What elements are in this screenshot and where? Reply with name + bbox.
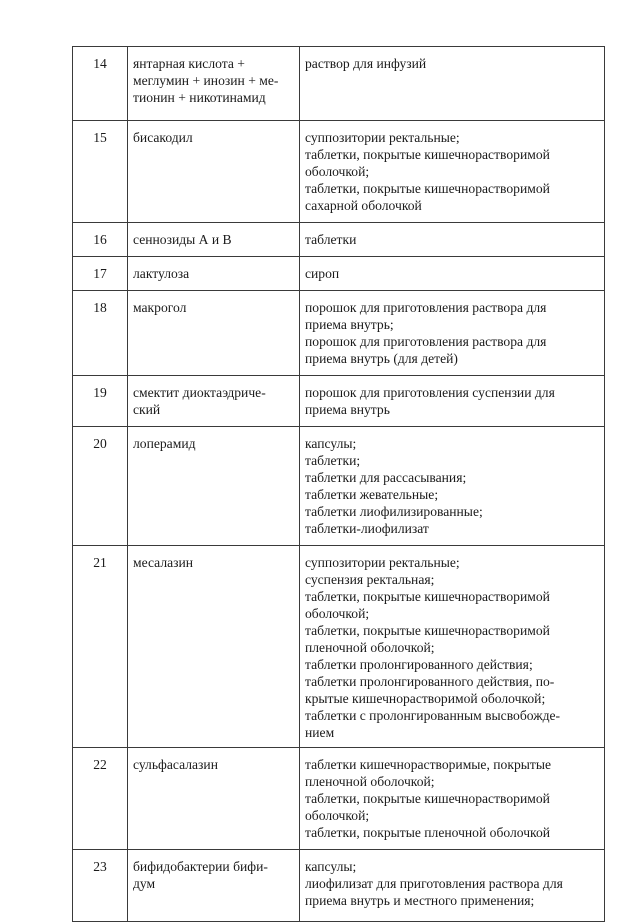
row-number: 20 bbox=[73, 427, 128, 546]
drug-name-cell bbox=[128, 223, 300, 257]
dosage-form-line: таблетки, покрытые кишечнорастворимой bbox=[305, 147, 550, 162]
dosage-form-line: приема внутрь (для детей) bbox=[305, 351, 458, 366]
dosage-form-line: сахарной оболочкой bbox=[305, 198, 422, 213]
dosage-form-line: лиофилизат для приготовления раствора для bbox=[305, 876, 563, 891]
drug-name-line: тионин + никотинамид bbox=[133, 90, 266, 105]
row-number: 23 bbox=[73, 850, 128, 922]
drug-name-line: бисакодил bbox=[133, 130, 193, 145]
drug-name-cell bbox=[128, 546, 300, 748]
drug-name-line: янтарная кислота + bbox=[133, 56, 245, 71]
dosage-form-line: суппозитории ректальные; bbox=[305, 555, 460, 570]
dosage-form-cell bbox=[300, 748, 605, 850]
dosage-form-line: нием bbox=[305, 725, 335, 740]
table-row bbox=[73, 47, 605, 121]
dosage-form-cell bbox=[300, 427, 605, 546]
drug-name-line: сеннозиды А и В bbox=[133, 232, 232, 247]
drug-name-line: макрогол bbox=[133, 300, 187, 315]
dosage-form-cell bbox=[300, 546, 605, 748]
dosage-form-line: таблетки кишечнорастворимые, покрытые bbox=[305, 757, 551, 772]
table-row bbox=[73, 257, 605, 291]
drug-name-line: месалазин bbox=[133, 555, 194, 570]
drug-name-cell bbox=[128, 850, 300, 922]
row-number: 14 bbox=[73, 47, 128, 121]
dosage-form-line: таблетки, покрытые пленочной оболочкой bbox=[305, 825, 551, 840]
table-row bbox=[73, 291, 605, 376]
row-number: 22 bbox=[73, 748, 128, 850]
dosage-form-line: таблетки, покрытые кишечнорастворимой bbox=[305, 181, 550, 196]
drug-name-cell bbox=[128, 47, 300, 121]
row-number: 17 bbox=[73, 257, 128, 291]
dosage-form-line: оболочкой; bbox=[305, 808, 370, 823]
drug-name-line: ский bbox=[133, 402, 161, 417]
table-row bbox=[73, 546, 605, 748]
dosage-form-cell bbox=[300, 257, 605, 291]
dosage-form-line: пленочной оболочкой; bbox=[305, 774, 435, 789]
drug-name-cell bbox=[128, 376, 300, 427]
dosage-form-line: капсулы; bbox=[305, 859, 357, 874]
dosage-form-line: раствор для инфузий bbox=[305, 56, 427, 71]
drug-name-cell bbox=[128, 291, 300, 376]
dosage-form-line: суспензия ректальная; bbox=[305, 572, 435, 587]
dosage-form-line: таблетки, покрытые кишечнорастворимой bbox=[305, 623, 550, 638]
dosage-form-cell bbox=[300, 223, 605, 257]
dosage-form-line: таблетки, покрытые кишечнорастворимой bbox=[305, 791, 550, 806]
row-number: 16 bbox=[73, 223, 128, 257]
dosage-form-line: крытые кишечнорастворимой оболочкой; bbox=[305, 691, 546, 706]
drug-name-line: смектит диоктаэдриче- bbox=[133, 385, 266, 400]
table-row bbox=[73, 223, 605, 257]
table-body bbox=[73, 47, 605, 922]
dosage-form-line: таблетки, покрытые кишечнорастворимой bbox=[305, 589, 550, 604]
table-row bbox=[73, 427, 605, 546]
dosage-form-line: таблетки; bbox=[305, 453, 361, 468]
dosage-form-line: таблетки пролонгированного действия, по- bbox=[305, 674, 555, 689]
dosage-form-line: таблетки лиофилизированные; bbox=[305, 504, 483, 519]
table-row bbox=[73, 121, 605, 223]
dosage-form-line: таблетки-лиофилизат bbox=[305, 521, 429, 536]
dosage-form-line: оболочкой; bbox=[305, 164, 370, 179]
dosage-form-cell bbox=[300, 47, 605, 121]
drug-name-cell bbox=[128, 121, 300, 223]
dosage-form-cell bbox=[300, 121, 605, 223]
drug-name-line: меглумин + инозин + ме- bbox=[133, 73, 279, 88]
dosage-form-line: порошок для приготовления раствора для bbox=[305, 334, 547, 349]
table-row bbox=[73, 850, 605, 922]
drug-name-line: дум bbox=[133, 876, 156, 891]
dosage-form-line: порошок для приготовления суспензии для bbox=[305, 385, 555, 400]
row-number: 21 bbox=[73, 546, 128, 748]
row-number: 19 bbox=[73, 376, 128, 427]
dosage-form-cell bbox=[300, 376, 605, 427]
dosage-form-line: таблетки с пролонгированным высвобожде- bbox=[305, 708, 561, 723]
table-row bbox=[73, 376, 605, 427]
drug-name-line: лоперамид bbox=[133, 436, 196, 451]
drug-name-line: лактулоза bbox=[133, 266, 190, 281]
drug-name-cell bbox=[128, 427, 300, 546]
row-number: 15 bbox=[73, 121, 128, 223]
dosage-form-line: порошок для приготовления раствора для bbox=[305, 300, 547, 315]
drug-name-line: сульфасалазин bbox=[133, 757, 218, 772]
dosage-form-line: таблетки для рассасывания; bbox=[305, 470, 467, 485]
dosage-form-cell bbox=[300, 291, 605, 376]
table-row bbox=[73, 748, 605, 850]
dosage-form-line: капсулы; bbox=[305, 436, 357, 451]
dosage-form-line: оболочкой; bbox=[305, 606, 370, 621]
drug-name-cell bbox=[128, 748, 300, 850]
drug-name-cell bbox=[128, 257, 300, 291]
drug-name-line: бифидобактерии бифи- bbox=[133, 859, 268, 874]
dosage-form-line: приема внутрь и местного применения; bbox=[305, 893, 535, 908]
dosage-form-line: сироп bbox=[305, 266, 340, 281]
dosage-form-line: пленочной оболочкой; bbox=[305, 640, 435, 655]
dosage-form-line: таблетки пролонгированного действия; bbox=[305, 657, 533, 672]
dosage-form-line: таблетки жевательные; bbox=[305, 487, 439, 502]
row-number: 18 bbox=[73, 291, 128, 376]
dosage-form-cell bbox=[300, 850, 605, 922]
dosage-form-line: приема внутрь bbox=[305, 402, 390, 417]
drug-table bbox=[72, 46, 605, 922]
dosage-form-line: таблетки bbox=[305, 232, 357, 247]
dosage-form-line: приема внутрь; bbox=[305, 317, 394, 332]
dosage-form-line: суппозитории ректальные; bbox=[305, 130, 460, 145]
